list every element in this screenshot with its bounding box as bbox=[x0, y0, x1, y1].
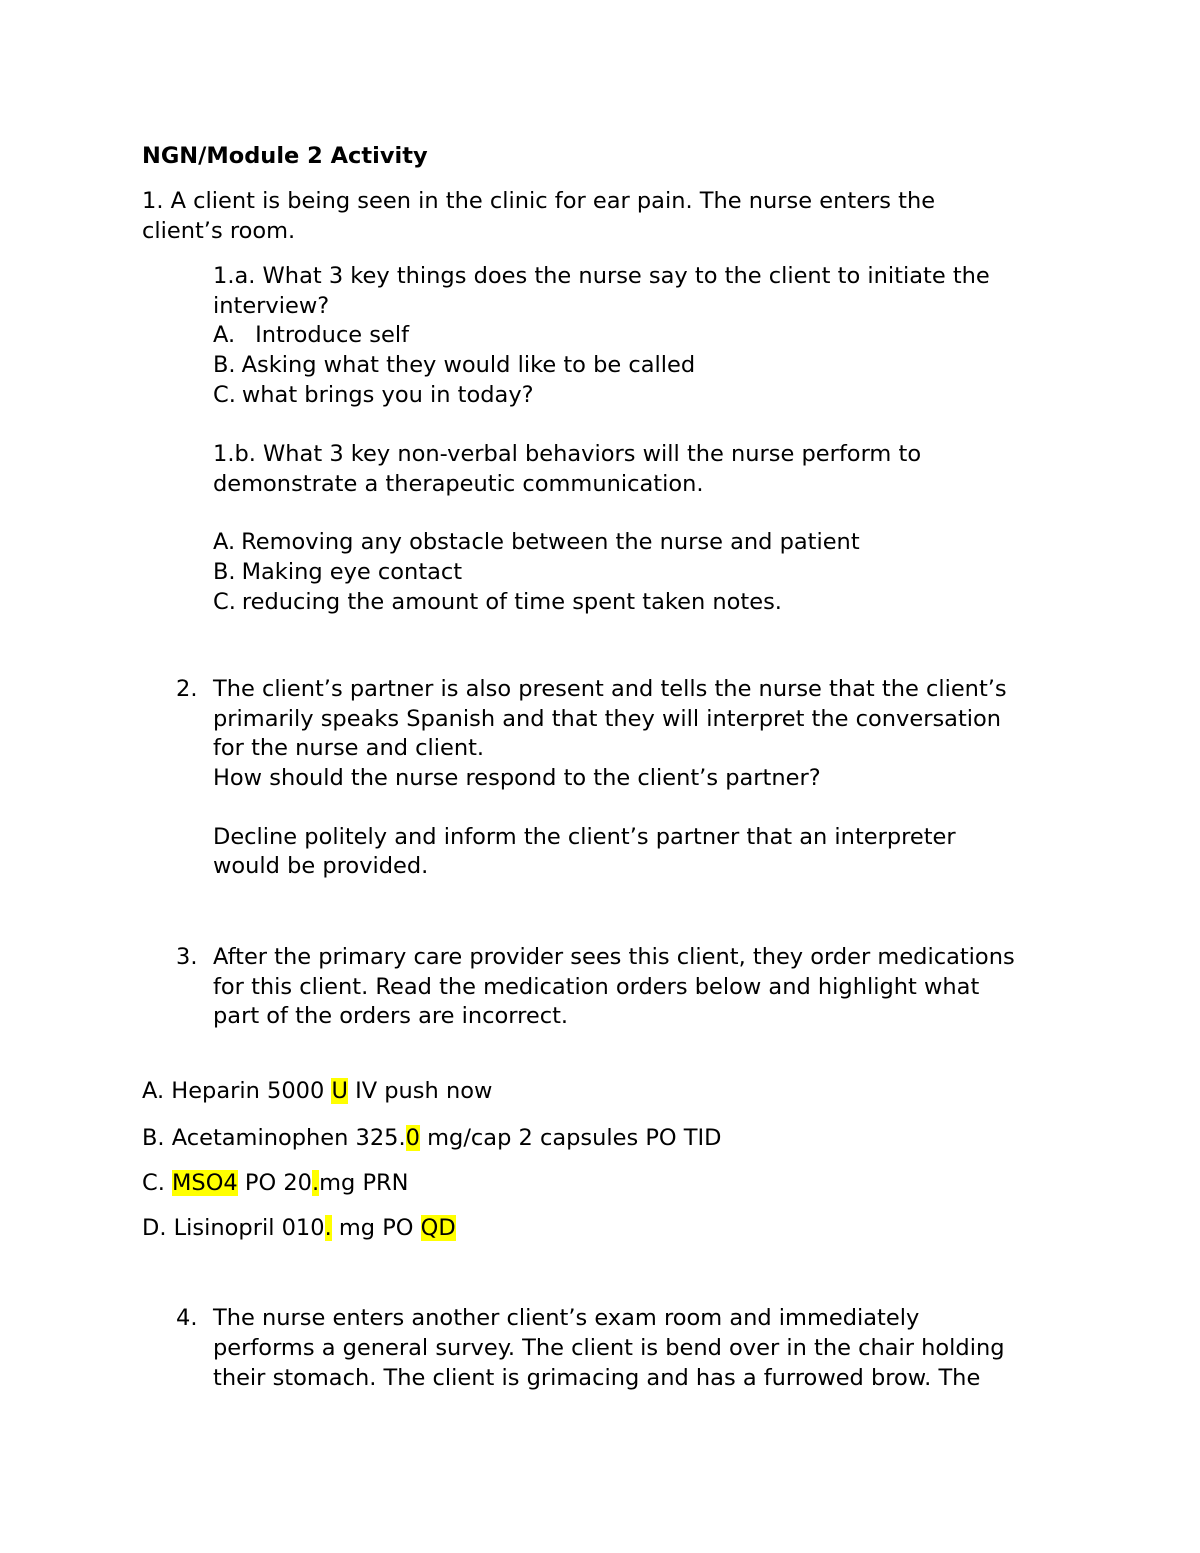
answer-text: Introduce self bbox=[255, 322, 410, 348]
q4-line1: The nurse enters another client’s exam room and immediately bbox=[213, 1305, 920, 1331]
answer-letter: A. bbox=[213, 322, 236, 348]
q4-line3: their stomach. The client is grimacing and has a furrowed brow. The bbox=[213, 1365, 981, 1391]
answer-letter: C. bbox=[213, 589, 236, 615]
answer-letter: B. bbox=[213, 559, 236, 585]
answer-letter: A. bbox=[213, 529, 236, 555]
answer-text: reducing the amount of time spent taken notes. bbox=[241, 589, 782, 615]
answer-text: Making eye contact bbox=[241, 559, 463, 585]
order-text: D. Lisinopril 010 bbox=[142, 1215, 325, 1241]
q1a-answer-b bbox=[213, 350, 695, 380]
highlighted-error: U bbox=[331, 1078, 348, 1104]
order-text: mg PRN bbox=[319, 1170, 409, 1196]
answer-letter: C. bbox=[213, 382, 236, 408]
q2-line3: for the nurse and client. bbox=[213, 735, 485, 761]
highlighted-error: . bbox=[324, 1215, 332, 1241]
order-text: C. bbox=[142, 1170, 173, 1196]
q1b-answer-b bbox=[213, 557, 462, 587]
answer-text: Asking what they would like to be called bbox=[241, 352, 696, 378]
q4-line2: performs a general survey. The client is bend over in the chair holding bbox=[213, 1335, 1005, 1361]
q1b-question-line1: 1.b. What 3 key non-verbal behaviors will the nurse perform to bbox=[213, 441, 922, 467]
highlighted-error: 0 bbox=[405, 1125, 420, 1151]
q1a-question-line1: 1.a. What 3 key things does the nurse say to the client to initiate the bbox=[213, 263, 990, 289]
q2-line1: The client’s partner is also present and tells the nurse that the client’s bbox=[213, 676, 1007, 702]
order-b bbox=[142, 1123, 722, 1153]
q2-answer-line2: would be provided. bbox=[213, 853, 429, 879]
q1a-answer-c bbox=[213, 380, 534, 410]
highlighted-error: . bbox=[311, 1170, 320, 1196]
document-title: NGN/Module 2 Activity bbox=[142, 143, 428, 169]
order-text: B. Acetaminophen 325. bbox=[142, 1125, 406, 1151]
highlighted-error: QD bbox=[420, 1215, 456, 1241]
q1-stem-line1: 1. A client is being seen in the clinic for ear pain. The nurse enters the bbox=[142, 188, 936, 214]
q3-line3: part of the orders are incorrect. bbox=[213, 1003, 569, 1029]
order-text: PO 20 bbox=[237, 1170, 312, 1196]
order-a bbox=[142, 1076, 492, 1106]
q1a-question-line2: interview? bbox=[213, 293, 330, 319]
q2-number: 2. bbox=[176, 676, 198, 702]
q2-line2: primarily speaks Spanish and that they will interpret the conversation bbox=[213, 706, 1002, 732]
highlighted-error: MSO4 bbox=[172, 1170, 238, 1196]
order-c bbox=[142, 1168, 409, 1198]
answer-text: what brings you in today? bbox=[241, 382, 534, 408]
q1b-answer-a bbox=[213, 527, 860, 557]
q2-line4: How should the nurse respond to the client’s partner? bbox=[213, 765, 821, 791]
answer-text: Removing any obstacle between the nurse and patient bbox=[241, 529, 860, 555]
q2-answer-line1: Decline politely and inform the client’s partner that an interpreter bbox=[213, 824, 956, 850]
answer-letter: B. bbox=[213, 352, 236, 378]
q1-stem-line2: client’s room. bbox=[142, 218, 296, 244]
q4-number: 4. bbox=[176, 1305, 198, 1331]
q3-line1: After the primary care provider sees this client, they order medications bbox=[213, 944, 1015, 970]
order-text: A. Heparin 5000 bbox=[142, 1078, 332, 1104]
order-text: mg PO bbox=[331, 1215, 421, 1241]
q1b-answer-c bbox=[213, 587, 782, 617]
q3-number: 3. bbox=[176, 944, 198, 970]
q1a-answer-a bbox=[213, 320, 409, 350]
q1b-question-line2: demonstrate a therapeutic communication. bbox=[213, 471, 704, 497]
order-d bbox=[142, 1213, 456, 1243]
order-text: IV push now bbox=[347, 1078, 493, 1104]
q3-line2: for this client. Read the medication orders below and highlight what bbox=[213, 974, 980, 1000]
order-text: mg/cap 2 capsules PO TID bbox=[419, 1125, 722, 1151]
